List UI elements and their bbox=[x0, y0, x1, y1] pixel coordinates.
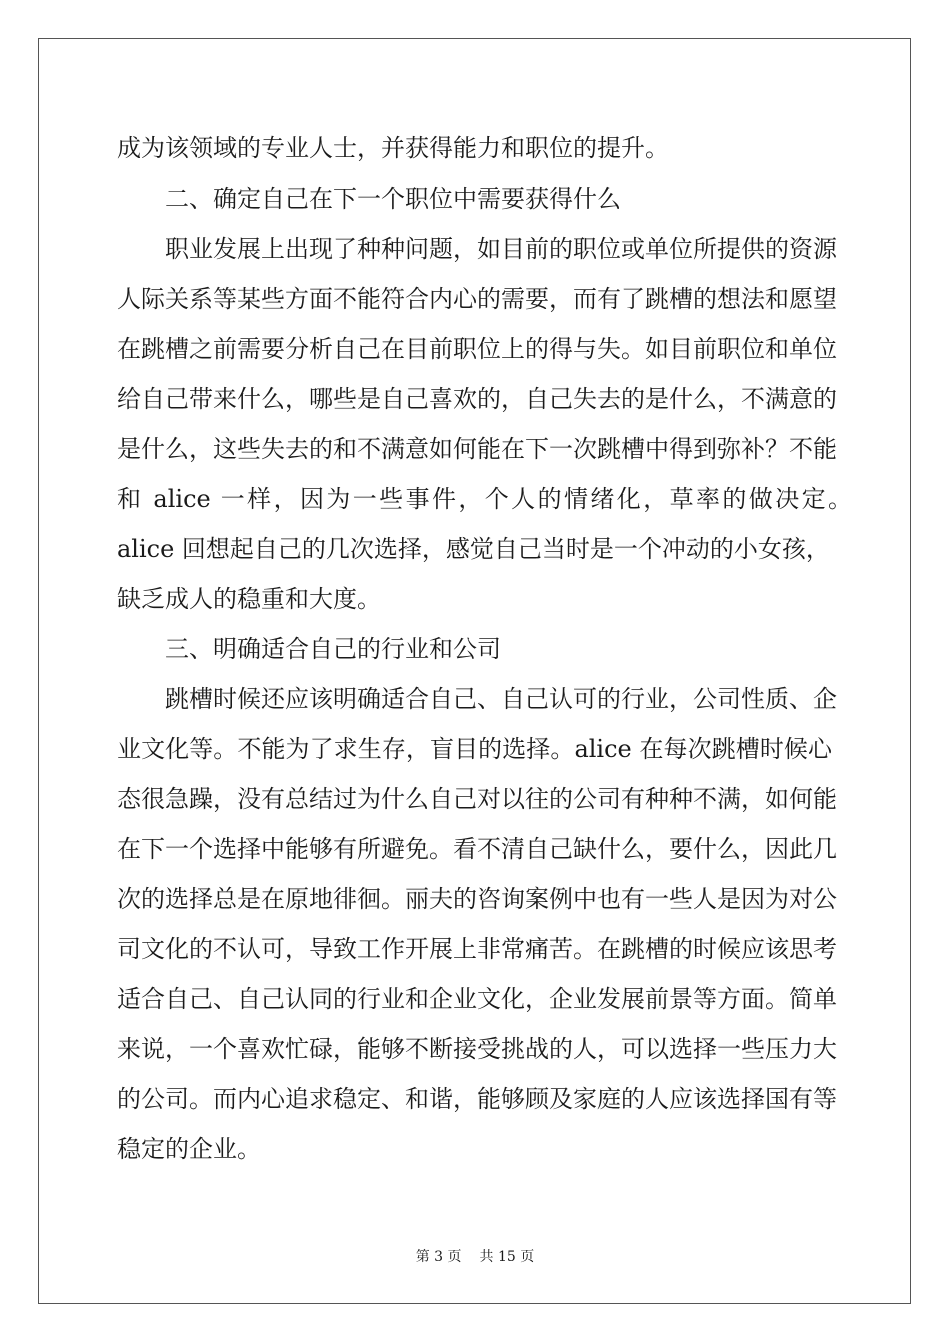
section-heading: 二、确定自己在下一个职位中需要获得什么 bbox=[165, 185, 621, 213]
text-line: 职业发展上出现了种种问题，如目前的职位或单位所提供的资源 bbox=[165, 235, 837, 263]
text-line: 的公司。而内心追求稳定、和谐，能够顾及家庭的人应该选择国有等 bbox=[117, 1085, 837, 1113]
text-line: 在下一个选择中能够有所避免。看不清自己缺什么，要什么，因此几 bbox=[117, 835, 837, 863]
text-line: 业文化等。不能为了求生存，盲目的选择。alice 在每次跳槽时候心 bbox=[117, 735, 832, 763]
text-line: 态很急躁，没有总结过为什么自己对以往的公司有种种不满，如何能 bbox=[117, 785, 837, 813]
text-line: 成为该领域的专业人士，并获得能力和职位的提升。 bbox=[117, 134, 669, 162]
text-line: 适合自己、自己认同的行业和企业文化，企业发展前景等方面。简单 bbox=[117, 985, 837, 1013]
text-line: 跳槽时候还应该明确适合自己、自己认可的行业，公司性质、企 bbox=[165, 685, 837, 713]
page-footer bbox=[0, 1248, 950, 1266]
text-line: 次的选择总是在原地徘徊。丽夫的咨询案例中也有一些人是因为对公 bbox=[117, 885, 837, 913]
text-line: 和 alice 一样，因为一些事件，个人的情绪化，草率的做决定。 bbox=[117, 485, 852, 513]
text-line: 人际关系等某些方面不能符合内心的需要，而有了跳槽的想法和愿望 bbox=[117, 285, 837, 313]
text-line: 稳定的企业。 bbox=[117, 1135, 261, 1163]
section-heading: 三、明确适合自己的行业和公司 bbox=[165, 635, 501, 663]
text-line: 是什么，这些失去的和不满意如何能在下一次跳槽中得到弥补？不能 bbox=[117, 435, 837, 463]
text-line: 在跳槽之前需要分析自己在目前职位上的得与失。如目前职位和单位 bbox=[117, 335, 837, 363]
page-number: 第 3 页 bbox=[415, 1249, 462, 1265]
page-total: 共 15 页 bbox=[479, 1249, 535, 1265]
text-line: 来说，一个喜欢忙碌，能够不断接受挑战的人，可以选择一些压力大 bbox=[117, 1035, 837, 1063]
text-line: 缺乏成人的稳重和大度。 bbox=[117, 585, 381, 613]
text-line: 给自己带来什么，哪些是自己喜欢的，自己失去的是什么，不满意的 bbox=[117, 385, 837, 413]
text-line: alice 回想起自己的几次选择，感觉自己当时是一个冲动的小女孩， bbox=[117, 535, 830, 563]
page-border bbox=[38, 38, 911, 1304]
text-line: 司文化的不认可，导致工作开展上非常痛苦。在跳槽的时候应该思考 bbox=[117, 935, 837, 963]
